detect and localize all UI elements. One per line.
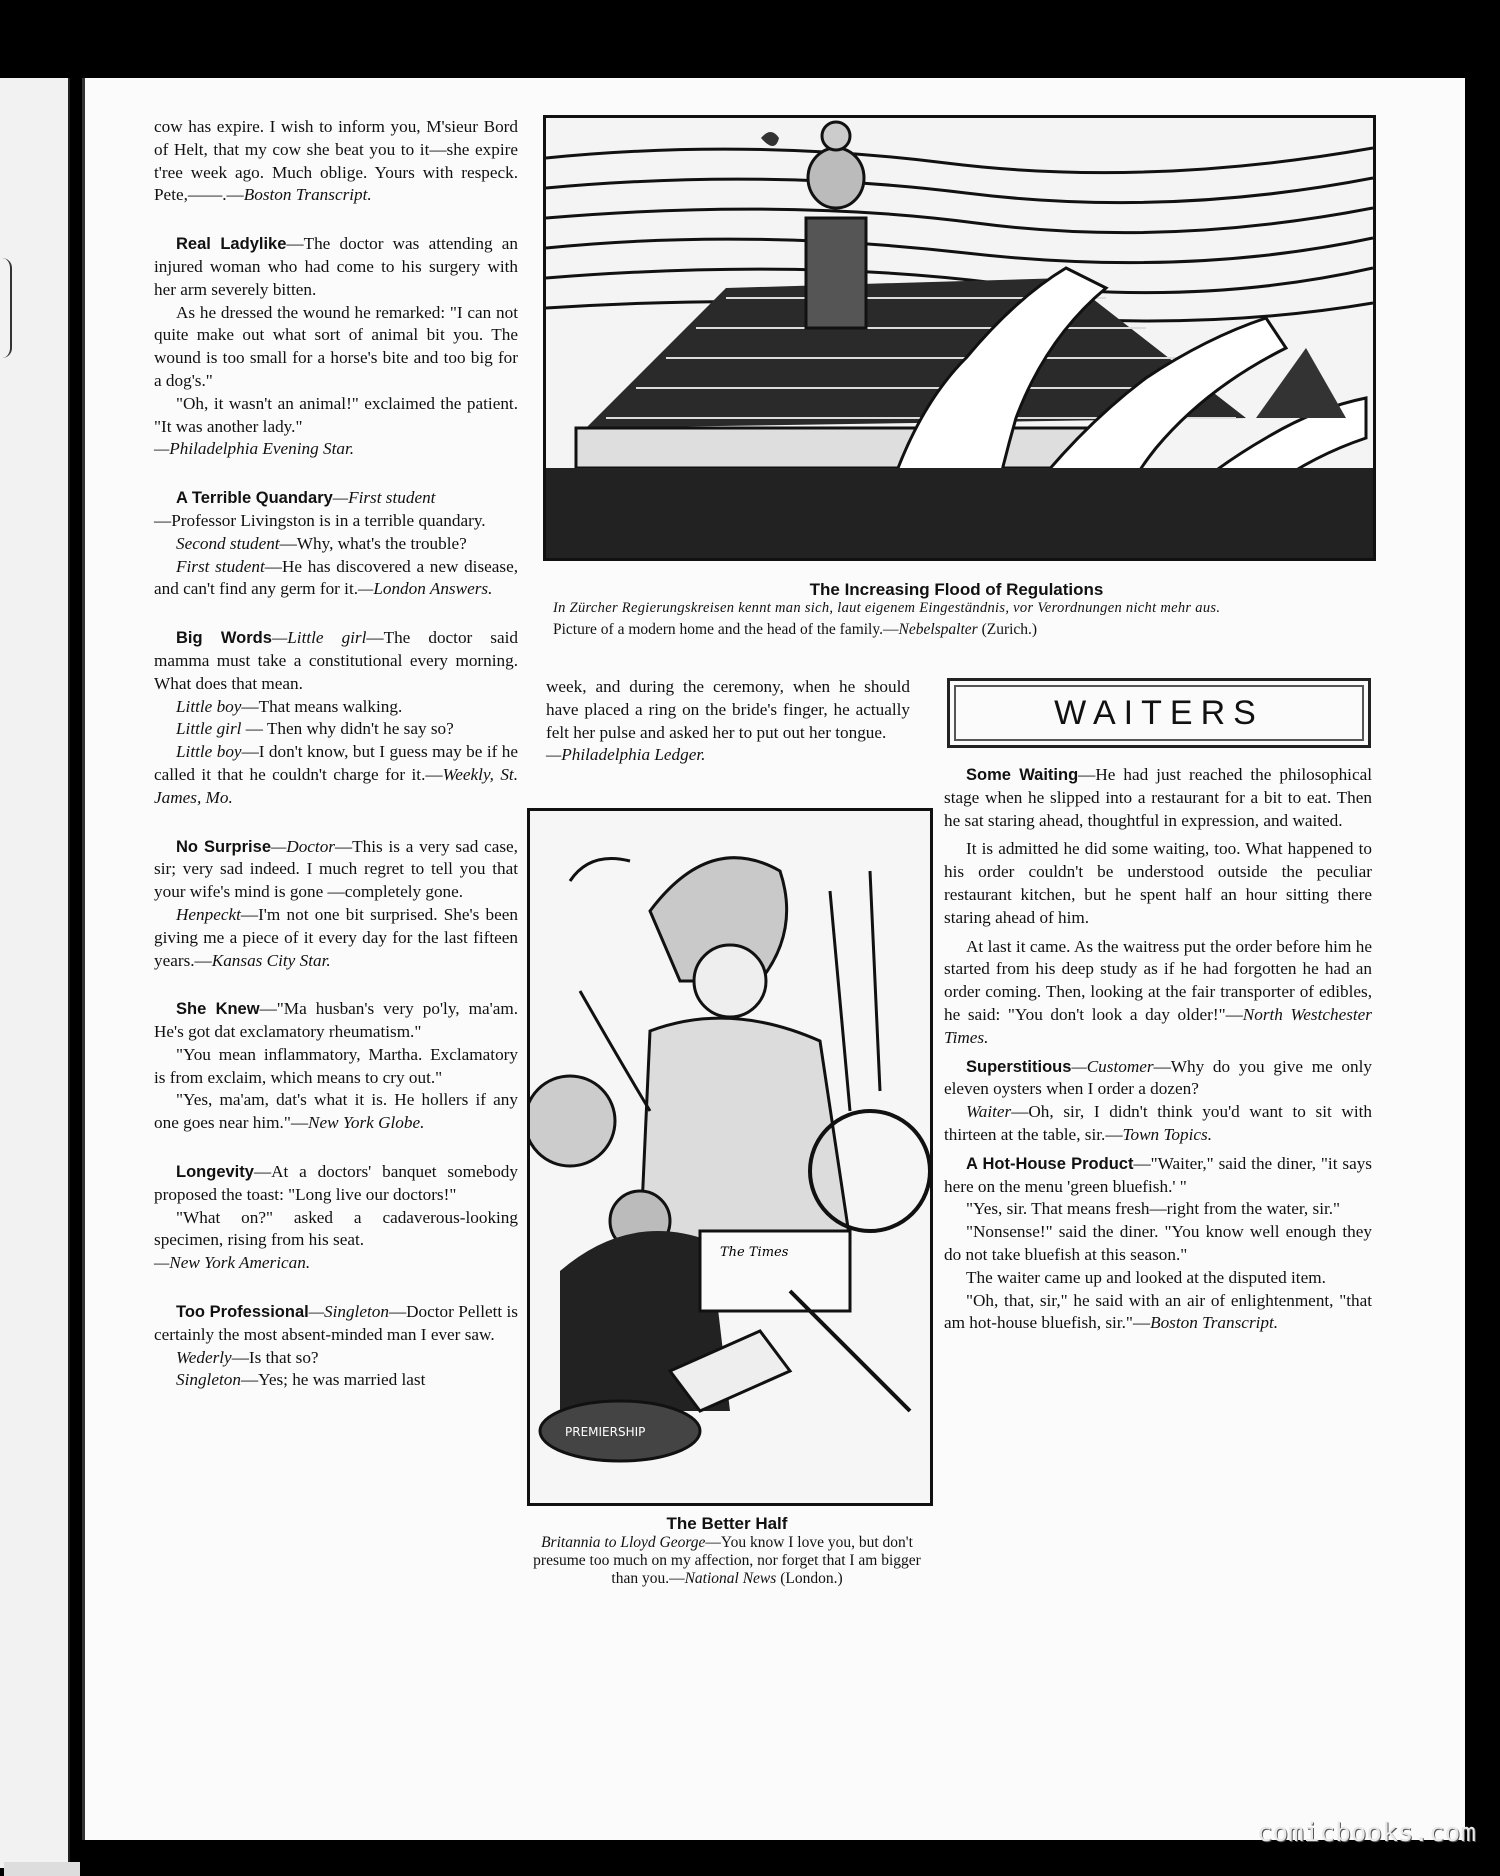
story-some-waiting (944, 764, 1372, 832)
column-1 (154, 116, 518, 1392)
story-text: —"Ma husban's very po'ly, ma'am. He's got dat exclamatory rheumatism." (154, 999, 518, 1042)
story-text: —I don't know, but I guess may be if he called it that he couldn't charge for it.— (154, 742, 518, 784)
story-text: —Oh, sir, I didn't think you'd want to sit with thirteen at the table, sir.— (944, 1102, 1372, 1144)
cartoon-flood-of-regulations (543, 115, 1376, 561)
story-heading: A Terrible Quandary (176, 489, 333, 508)
story-source: —New York American. (154, 1253, 311, 1273)
story-cow-ending (154, 116, 518, 207)
story-she-knew (154, 998, 518, 1044)
story-source: Kansas City Star. (211, 950, 331, 970)
seat-label: PREMIERSHIP (565, 1425, 646, 1439)
speaker: Second student (176, 533, 280, 553)
story-source: North Westchester Times. (944, 1004, 1372, 1047)
story-source: —London Answers. (358, 579, 493, 599)
story-source: Boston Transcript. (243, 185, 372, 205)
story-heading: Real Ladylike (176, 235, 287, 254)
cartoon-german-caption: In Zürcher Regierungskreisen kennt man sich, laut eigenem Eingeständnis, vor Verordnungen nicht mehr aus. (553, 600, 1221, 616)
story-text: —Doctor Pellett is certainly the most absent-minded man I ever saw. (154, 1302, 518, 1344)
story-text: As he dressed the wound he remarked: "I can not quite make out what sort of animal bit you. The wound is too small for a horse's bite and too big for a dog's." (154, 302, 518, 390)
caption-better-half (520, 1514, 934, 1588)
story-too-professional (154, 1301, 518, 1347)
story-text: "Oh, it wasn't an animal!" exclaimed the patient. "It was another lady." (154, 393, 518, 436)
story-heading: She Knew (176, 1000, 260, 1019)
story-heading: Longevity (176, 1163, 254, 1182)
speaker: —Doctor (271, 836, 335, 856)
story-source: Town Topics. (1122, 1124, 1213, 1144)
story-text: —Is that so? (231, 1347, 319, 1367)
story-text: cow has expire. I wish to inform you, M'sieur Bord of Helt, that my cow she beat you to it—she expire t'ree week ago. Much oblige. Yours with respeck. Pete,——.— (154, 117, 518, 205)
story-text: At last it came. As the waitress put the order before him he started from his deep study as if he had forgotten he had an order coming. Then, looking at the fair transporter of edibles, he said: "You don't look a day older!"— (944, 936, 1372, 1024)
flood-illustration (546, 118, 1373, 558)
source-place: (London.) (776, 1570, 843, 1587)
story-heading: No Surprise (176, 837, 271, 856)
source-place: (Zurich.) (977, 621, 1038, 638)
story-text: —Why, what's the trouble? (279, 533, 467, 553)
story-heading: Too Professional (176, 1303, 309, 1322)
source-text: Picture of a modern home and the head of the family.— (553, 621, 899, 638)
left-page-edge (0, 78, 70, 1868)
waiters-section-banner (947, 678, 1371, 748)
speaker: Little boy (176, 742, 242, 762)
newspaper-label: The Times (720, 1245, 789, 1260)
story-text: —Yes; he was married last (240, 1370, 426, 1390)
story-source: Weekly, St. James, Mo. (154, 764, 518, 807)
story-source: —Philadelphia Evening Star. (154, 439, 355, 459)
story-text: The waiter came up and looked at the disputed item. (966, 1267, 1326, 1287)
speaker: Wederly (176, 1347, 232, 1367)
page-tab (0, 258, 12, 358)
cartoon-title: The Increasing Flood of Regulations (809, 580, 1104, 599)
story-text: It is admitted he did some waiting, too. What happened to his order couldn't be understood outside the peculiar restaurant kitchen, but he spent half an hour sitting there staring ahead of him. (944, 839, 1372, 927)
speaker: Waiter (966, 1102, 1012, 1122)
story-heading: A Hot-House Product (966, 1154, 1134, 1173)
britannia-illustration (530, 811, 930, 1503)
story-real-ladylike (154, 233, 518, 301)
story-hot-house-product (944, 1153, 1372, 1199)
story-source: —Philadelphia Ledger. (546, 745, 706, 765)
story-text: —The doctor was attending an injured woman who had come to his surgery with her arm severely bitten. (154, 234, 518, 299)
story-text: —That means walking. (241, 696, 403, 716)
story-terrible-quandary (154, 487, 518, 510)
story-text: "What on?" asked a cadaverous-looking specimen, rising from his seat. (154, 1207, 518, 1250)
speaker: —Singleton (308, 1302, 389, 1322)
story-text: week, and during the ceremony, when he should have placed a ring on the bride's finger, he actually felt her pulse and asked her to put out her tongue. (546, 677, 910, 742)
story-text: — Then why didn't he say so? (241, 719, 454, 739)
caption-flood (543, 580, 1370, 639)
story-text: "Nonsense!" said the diner. "You know well enough they do not take bluefish at this season." (944, 1222, 1372, 1264)
story-text: —Professor Livingston is in a terrible quandary. (154, 510, 486, 530)
story-no-surprise (154, 836, 518, 904)
story-heading: Big Words (176, 629, 272, 648)
site-watermark: comicbooks.com (1256, 1818, 1476, 1848)
speaker: —First student (332, 488, 436, 508)
caption-text: —You know I love you, but don't presume too much on my affection, nor forget that I am bigger than you.— (533, 1534, 921, 1587)
story-text: "Yes, sir. That means fresh—right from the water, sir." (966, 1199, 1341, 1219)
corner-tab (4, 1862, 80, 1876)
speaker: —Little girl (271, 628, 367, 648)
story-text: —At a doctors' banquet somebody proposed the toast: "Long live our doctors!" (154, 1162, 518, 1204)
story-text: —I'm not one bit surprised. She's been giving me a piece of it every day for the last fifteen years.— (154, 904, 518, 970)
story-text: —"Waiter," said the diner, "it says here on the menu 'green bluefish.' " (944, 1153, 1372, 1196)
story-longevity (154, 1161, 518, 1207)
story-text: "Yes, ma'am, dat's what it is. He hollers if any one goes near him."— (154, 1090, 518, 1133)
source-name: Nebelspalter (898, 621, 978, 638)
column-2 (546, 676, 910, 767)
story-text: —This is a very sad case, sir; very sad indeed. I much regret to tell you that your wife's mind is gone —completely gone. (154, 836, 518, 902)
column-3 (944, 764, 1372, 1335)
story-big-words (154, 627, 518, 695)
section-title: WAITERS (1054, 693, 1264, 732)
cartoon-title: The Better Half (666, 1514, 788, 1533)
story-text: —Why do you give me only eleven oysters when I order a dozen? (944, 1056, 1372, 1099)
cartoon-source (543, 621, 1370, 639)
speaker: —Customer (1071, 1056, 1154, 1076)
source-name: National News (684, 1570, 777, 1587)
story-text: —He has discovered a new disease, and can't find any germ for it. (154, 556, 519, 599)
cartoon-caption (520, 1534, 934, 1588)
story-superstitious (944, 1056, 1372, 1102)
story-source: Boston Transcript. (1150, 1313, 1279, 1333)
story-heading: Some Waiting (966, 766, 1079, 784)
speaker: Henpeckt (176, 904, 241, 924)
speaker: Singleton (176, 1370, 241, 1390)
story-heading: Superstitious (966, 1057, 1072, 1076)
speaker: Britannia to Lloyd George (541, 1534, 706, 1551)
story-source: New York Globe. (308, 1113, 425, 1133)
story-text: "You mean inflammatory, Martha. Exclamatory is from exclaim, which means to cry out." (154, 1044, 518, 1087)
cartoon-better-half (527, 808, 933, 1506)
speaker: First student (176, 556, 265, 576)
story-text: "Oh, that, sir," he said with an air of enlightenment, "that am hot-house bluefish, sir."— (944, 1290, 1372, 1333)
speaker: Little boy (176, 696, 242, 716)
story-text: —He had just reached the philosophical stage when he slipped into a restaurant for a bit to eat. Then he sat staring ahead, thoughtful in expression, and waited. (944, 765, 1372, 830)
story-text: —The doctor said mamma must take a constitutional every morning. What does that mean. (154, 628, 518, 693)
speaker: Little girl (176, 719, 242, 739)
